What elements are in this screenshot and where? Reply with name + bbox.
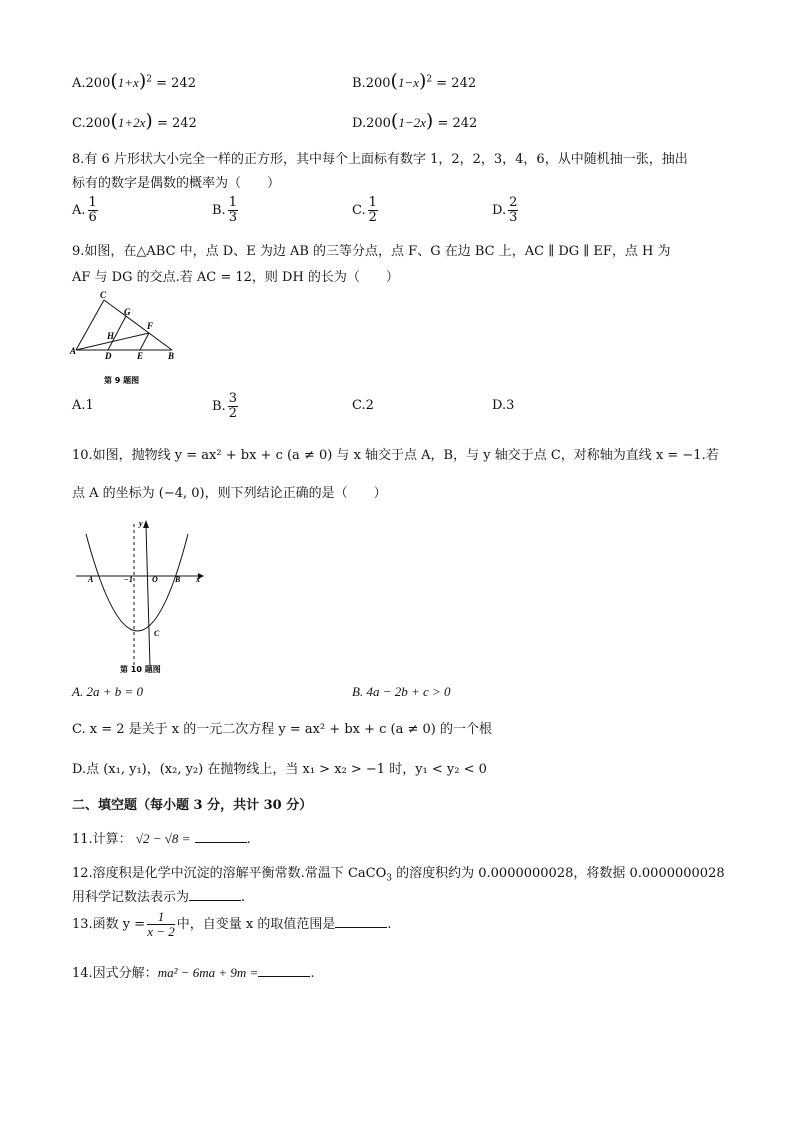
q14 bbox=[72, 962, 314, 981]
q11-suffix: . bbox=[246, 832, 251, 847]
label-c: C bbox=[154, 629, 160, 638]
side-bc bbox=[104, 300, 172, 350]
numerator: 1 bbox=[368, 195, 377, 210]
q11 bbox=[72, 828, 251, 847]
q8-option-a[interactable] bbox=[72, 196, 100, 225]
q10-stem-line2: 点 A 的坐标为 (−4, 0)，则下列结论正确的是（ ） bbox=[72, 486, 387, 501]
answer-blank[interactable] bbox=[189, 888, 241, 901]
inner-expr: 1+2x bbox=[117, 115, 146, 130]
q14-prefix: 14.因式分解： bbox=[72, 966, 158, 981]
q8-stem-line1: 8.有 6 片形状大小完全一样的正方形，其中每个上面标有数字 1，2，2，3，4，6，从中随机抽一张，抽出 bbox=[72, 152, 688, 167]
q12-text-b: 的溶度积约为 0.0000000028，将数据 0.0000000028 bbox=[391, 866, 725, 881]
q9-stem-line1: 9.如图，在△ABC 中，点 D、E 为边 AB 的三等分点，点 F、G 在边 BC 上，AC ∥ DG ∥ EF，点 H 为 bbox=[72, 244, 671, 259]
option-label: D. bbox=[352, 116, 367, 131]
label-c: C bbox=[100, 290, 107, 300]
q9-stem-line2: AF 与 DG 的交点.若 AC = 12，则 DH 的长为（ ） bbox=[72, 270, 399, 285]
label-y: y bbox=[139, 519, 143, 528]
option-label: C. bbox=[72, 116, 86, 131]
q14-expression: ma² − 6ma + 9m = bbox=[157, 965, 259, 980]
label-x: x bbox=[196, 575, 200, 584]
denominator: 2 bbox=[368, 210, 377, 225]
rhs: = 242 bbox=[437, 116, 478, 131]
q9-triangle-figure bbox=[68, 288, 188, 388]
q7-option-b[interactable]: $B.200(1-x)^2 = 242$ bbox=[352, 70, 477, 92]
q10-option-b[interactable]: B. 4a − 2b + c > 0 bbox=[352, 684, 451, 699]
q9-option-a[interactable]: A.1 bbox=[72, 398, 94, 413]
option-label: B. bbox=[212, 399, 226, 414]
inner-expr: 1+x bbox=[117, 75, 139, 90]
label-f: F bbox=[147, 321, 154, 331]
rhs: = 242 bbox=[156, 76, 196, 91]
q7-option-a[interactable]: $A.200(1+x)^2 = 242$ bbox=[72, 70, 196, 92]
q10-option-a[interactable]: A. 2a + b = 0 bbox=[72, 684, 143, 699]
q12-subscript: 3 bbox=[386, 873, 392, 884]
q12-text-a: 12.溶度积是化学中沉淀的溶解平衡常数.常温下 CaCO bbox=[72, 866, 387, 881]
figure-caption: 第 10 题图 bbox=[120, 665, 161, 674]
q12-line2 bbox=[72, 886, 245, 905]
label-a: A bbox=[70, 346, 77, 356]
label-g: G bbox=[124, 307, 131, 317]
numerator: 1 bbox=[228, 195, 237, 210]
answer-blank[interactable] bbox=[258, 964, 310, 977]
q8-stem-line2: 标有的数字是偶数的概率为（ ） bbox=[72, 176, 281, 191]
figure-caption: 第 9 题图 bbox=[104, 376, 140, 385]
option-label: D. bbox=[492, 203, 507, 218]
q13-prefix: 13.函数 y = bbox=[72, 917, 146, 932]
q10-option-c[interactable]: C. x = 2 是关于 x 的一元二次方程 y = ax² + bx + c (a ≠ 0) 的一个根 bbox=[72, 722, 492, 737]
inner-expr: 1−2x bbox=[398, 115, 426, 130]
q9-option-c[interactable]: C.2 bbox=[352, 398, 374, 413]
numerator: 3 bbox=[228, 391, 237, 406]
section-title: 二、填空题（每小题 3 分，共计 30 分） bbox=[72, 798, 313, 813]
denominator: 3 bbox=[509, 210, 518, 225]
q11-prefix: 11.计算： bbox=[72, 832, 132, 847]
numerator: 1 bbox=[147, 910, 175, 925]
q13-suffix: . bbox=[387, 917, 392, 932]
q8-option-d[interactable] bbox=[492, 196, 520, 225]
label-h: H bbox=[107, 331, 115, 341]
rhs: = 242 bbox=[436, 76, 477, 91]
denominator: 6 bbox=[88, 210, 97, 225]
q10-parabola-figure bbox=[72, 516, 212, 680]
q8-option-b[interactable] bbox=[212, 196, 240, 225]
q11-expression: √2 − √8 = bbox=[135, 831, 191, 846]
label-b: B bbox=[168, 351, 175, 361]
coef: 200 bbox=[366, 116, 391, 131]
label-b: B bbox=[175, 575, 181, 584]
coef: 200 bbox=[365, 76, 391, 91]
option-label: C. bbox=[352, 203, 366, 218]
q12-suffix: . bbox=[241, 890, 246, 905]
answer-blank[interactable] bbox=[335, 915, 387, 928]
label-d: D bbox=[105, 351, 112, 361]
q7-option-d[interactable]: D.200(1−2x) = 242 bbox=[352, 110, 478, 132]
q8-option-c[interactable] bbox=[352, 196, 380, 225]
answer-blank[interactable] bbox=[195, 830, 247, 843]
q10-stem-line1: 10.如图，抛物线 y = ax² + bx + c (a ≠ 0) 与 x 轴交于点 A，B，与 y 轴交于点 C，对称轴为直线 x = −1.若 bbox=[72, 448, 719, 463]
label-o: O bbox=[152, 575, 158, 584]
numerator: 1 bbox=[88, 195, 97, 210]
label-a: A bbox=[88, 575, 94, 584]
label-e: E bbox=[137, 351, 144, 361]
q7-option-c[interactable]: C.200(1+2x) = 242 bbox=[72, 110, 197, 132]
q10-option-d[interactable]: D.点 (x₁, y₁)，(x₂, y₂) 在抛物线上，当 x₁ > x₂ > −1 时，y₁ < y₂ < 0 bbox=[72, 762, 487, 777]
q14-suffix: . bbox=[310, 966, 315, 981]
q13 bbox=[72, 910, 391, 939]
segment-ef bbox=[140, 333, 149, 350]
parabola-curve bbox=[86, 534, 188, 631]
q13-mid: 中，自变量 x 的取值范围是 bbox=[176, 917, 336, 932]
label-minus-one: −1 bbox=[124, 575, 133, 584]
option-label: A. bbox=[72, 76, 86, 91]
q12-line1 bbox=[72, 862, 725, 884]
option-label: A. bbox=[72, 203, 86, 218]
option-label: B. bbox=[352, 76, 366, 91]
coef: 200 bbox=[85, 76, 111, 91]
coef: 200 bbox=[85, 116, 111, 131]
y-axis-arrow-icon bbox=[143, 520, 149, 528]
side-ac bbox=[76, 300, 104, 350]
rhs: = 242 bbox=[156, 116, 197, 131]
inner-expr: 1−x bbox=[397, 75, 419, 90]
denominator: x − 2 bbox=[147, 924, 175, 939]
option-label: B. bbox=[212, 203, 226, 218]
denominator: 2 bbox=[228, 406, 237, 421]
q9-option-d[interactable]: D.3 bbox=[492, 398, 515, 413]
y-axis bbox=[146, 526, 150, 666]
denominator: 3 bbox=[228, 210, 237, 225]
q12-text-c: 用科学记数法表示为 bbox=[72, 890, 190, 905]
q9-option-b[interactable] bbox=[212, 392, 240, 421]
numerator: 2 bbox=[509, 195, 518, 210]
